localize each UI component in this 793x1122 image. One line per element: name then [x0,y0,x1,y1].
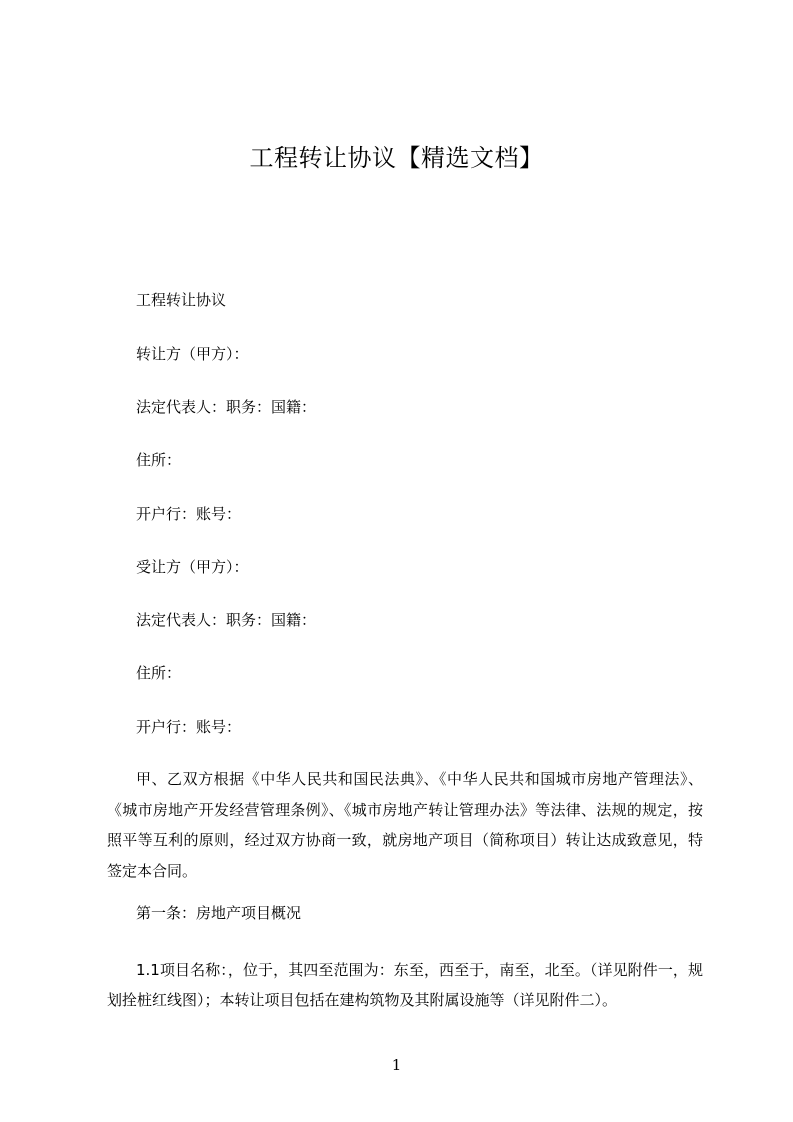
transferee-representative-line: 法定代表人：职务：国籍： [136,611,317,629]
intro-paragraph: 甲、乙双方根据《中华人民共和国民法典》、《中华人民共和国城市房地产管理法》、《城市房地产开发经营管理条例》、《城市房地产转让管理办法》等法律、法规的规定，按照平等互利的原则，经过双方协商一致，就房地产项目（简称项目）转让达成致意见，特签定本合同。 [107,770,703,880]
page-number: 1 [391,1056,402,1074]
document-title: 工程转让协议【精选文档】 [249,144,544,172]
transferor-address-line: 住所： [136,451,182,469]
article-1-1-paragraph: 1.1项目名称：，位于，其四至范围为：东至，西至于，南至，北至。（详见附件一，规划拴桩红线图）；本转让项目包括在建构筑物及其附属设施等（详见附件二）。 [107,961,703,1009]
transferor-representative-line: 法定代表人：职务：国籍： [136,398,317,416]
agreement-name-line: 工程转让协议 [136,291,227,309]
transferor-bank-line: 开户行：账号： [136,505,242,523]
transferee-address-line: 住所： [136,664,182,682]
transferee-line: 受让方（甲方）： [136,558,249,576]
article-1-heading: 第一条：房地产项目概况 [136,904,302,922]
transferor-line: 转让方（甲方）： [136,345,249,363]
transferee-bank-line: 开户行：账号： [136,718,242,736]
